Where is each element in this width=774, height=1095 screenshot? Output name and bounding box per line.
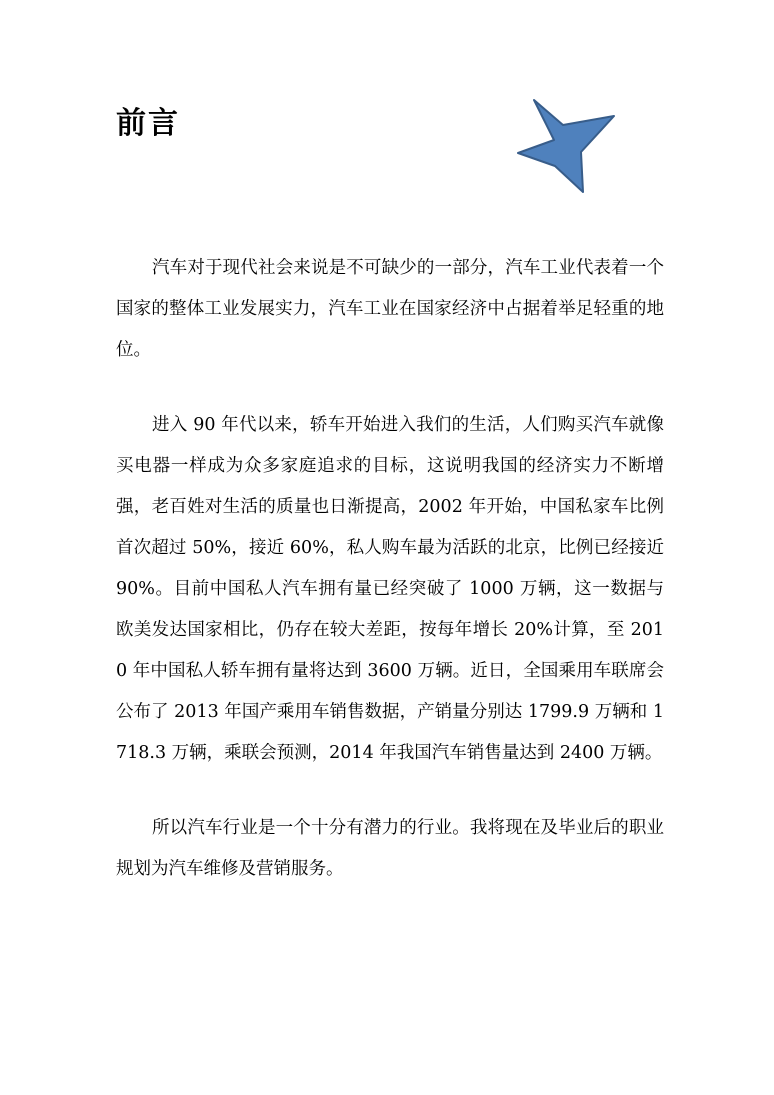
paragraph-statistics: 进入 90 年代以来，轿车开始进入我们的生活，人们购买汽车就像买电器一样成为众多家庭追求的目标，这说明我国的经济实力不断增强，老百姓对生活的质量也日渐提高，2002 年开始，中国私家车比例首次超过 50%，接近 60%，私人购车最为活跃的北京，比例已经接近 90%。目前中国私人汽车拥有量已经突破了 1000 万辆，这一数据与欧美发达国家相比，仍存在较大差距，按每年增长 20%计算，至 2010 年中国私人轿车拥有量将达到 3600 万辆。近日，全国乘用车联席会公布了 2013 年国产乘用车销售数据，产销量分别达 1799.9 万辆和 1718.3 万辆，乘联会预测，2014 年我国汽车销售量达到 2400 万辆。 (116, 415, 664, 763)
star-shape (518, 100, 614, 192)
star-icon (514, 96, 616, 194)
page-title: 前言 (116, 106, 180, 141)
paragraph-intro: 汽车对于现代社会来说是不可缺少的一部分，汽车工业代表着一个国家的整体工业发展实力，汽车工业在国家经济中占据着举足轻重的地位。 (116, 258, 664, 360)
paragraph-conclusion: 所以汽车行业是一个十分有潜力的行业。我将现在及毕业后的职业规划为汽车维修及营销服务。 (116, 818, 664, 879)
body-text (116, 248, 664, 924)
